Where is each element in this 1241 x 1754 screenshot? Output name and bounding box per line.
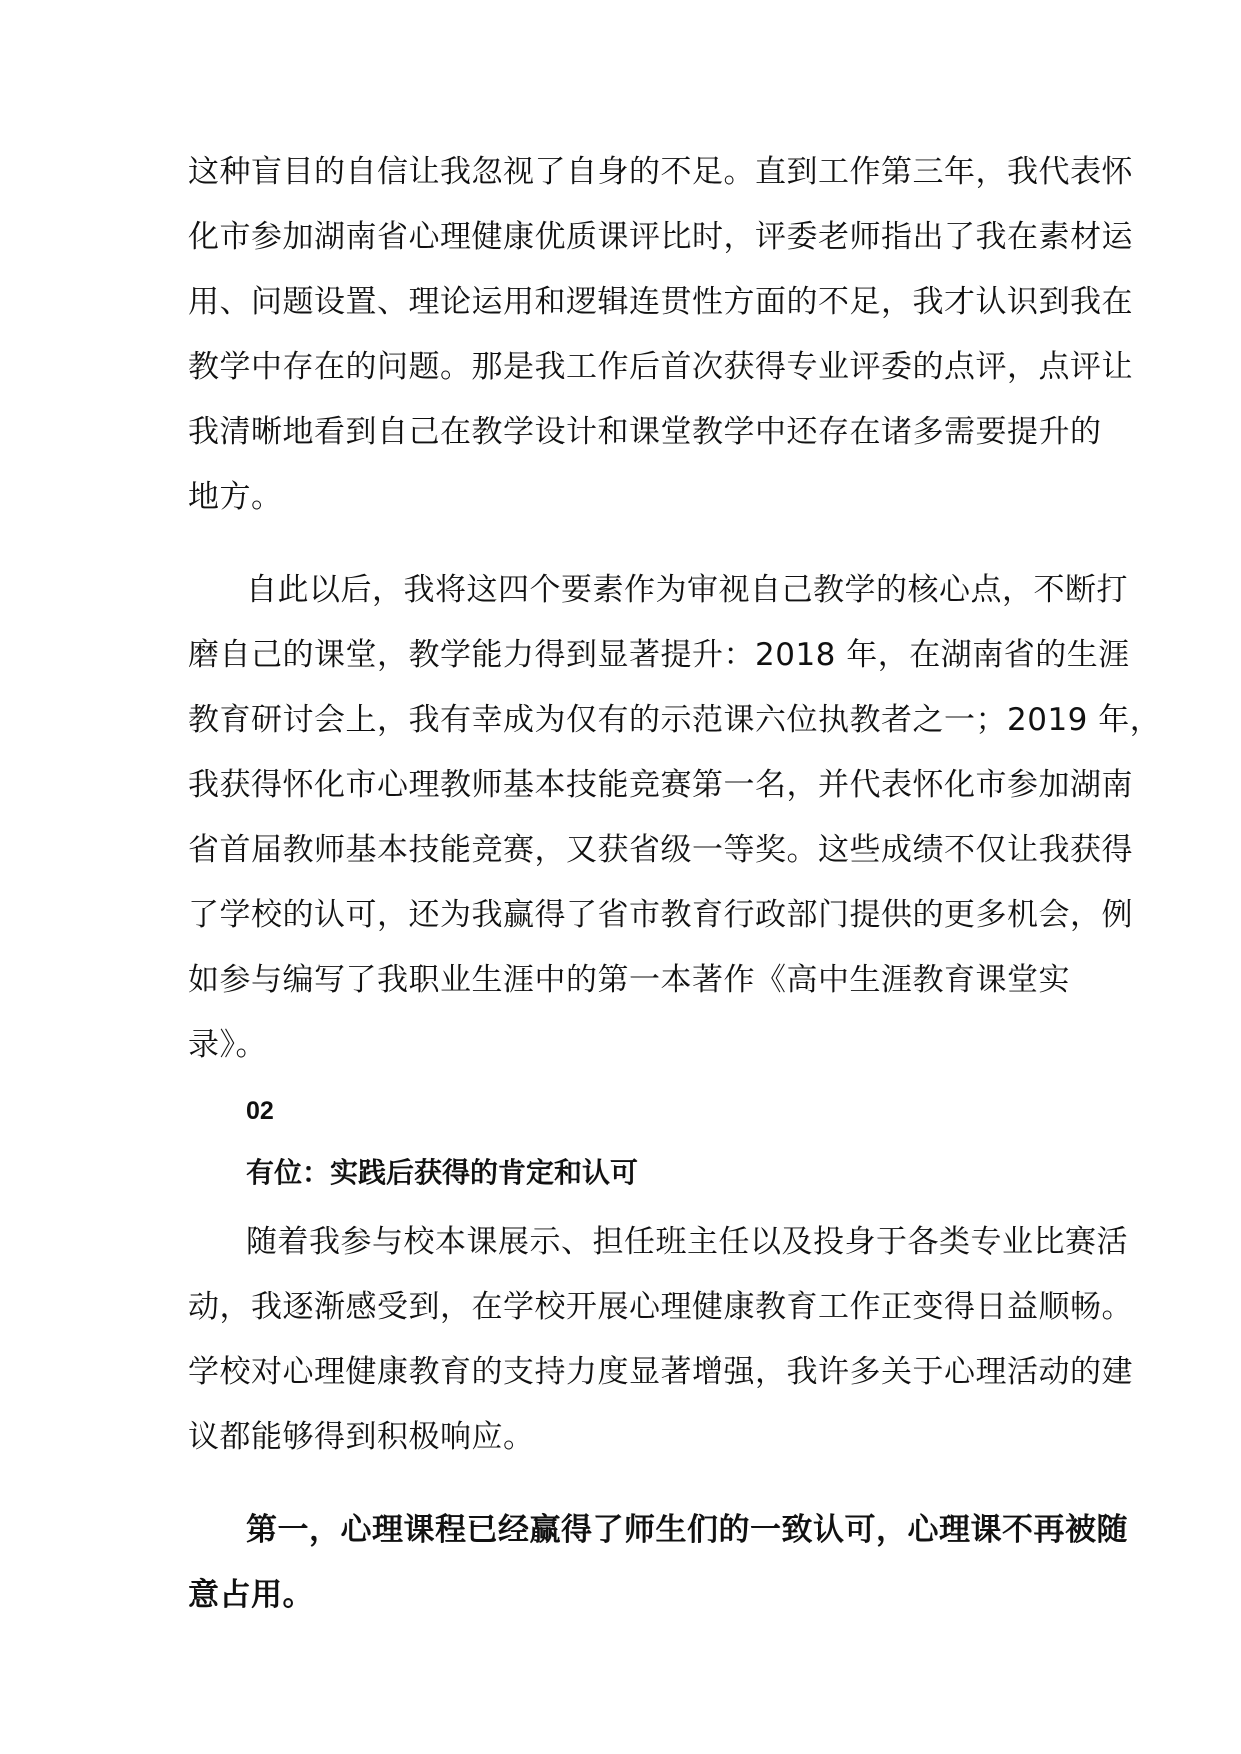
- section-number: 02: [246, 1097, 274, 1125]
- paragraph-line: 自此以后，我将这四个要素作为审视自己教学的核心点，不断打: [246, 572, 1128, 608]
- paragraph-line: 如参与编写了我职业生涯中的第一本著作《高中生涯教育课堂实: [188, 962, 1070, 998]
- paragraph-line: 学校对心理健康教育的支持力度显著增强，我许多关于心理活动的建: [188, 1354, 1133, 1390]
- section-title: 有位：实践后获得的肯定和认可: [246, 1156, 639, 1189]
- paragraph-line: 用、问题设置、理论运用和逻辑连贯性方面的不足，我才认识到我在: [188, 284, 1133, 320]
- paragraph-line: 了学校的认可，还为我赢得了省市教育行政部门提供的更多机会，例: [188, 897, 1133, 933]
- paragraph-line: 动，我逐渐感受到，在学校开展心理健康教育工作正变得日益顺畅。: [188, 1289, 1133, 1325]
- paragraph-line: 教育研讨会上，我有幸成为仅有的示范课六位执教者之一；2019 年，: [188, 702, 1162, 738]
- paragraph-line: 教学中存在的问题。那是我工作后首次获得专业评委的点评，点评让: [188, 349, 1133, 385]
- paragraph-line: 录》。: [188, 1027, 267, 1063]
- paragraph-line: 随着我参与校本课展示、担任班主任以及投身于各类专业比赛活: [246, 1224, 1128, 1260]
- paragraph-line: 省首届教师基本技能竞赛，又获省级一等奖。这些成绩不仅让我获得: [188, 832, 1133, 868]
- paragraph-line: 化市参加湖南省心理健康优质课评比时，评委老师指出了我在素材运: [188, 219, 1133, 255]
- paragraph-line: 我清晰地看到自己在教学设计和课堂教学中还存在诸多需要提升的: [188, 414, 1102, 450]
- paragraph-line: 地方。: [188, 479, 283, 515]
- paragraph-line: 我获得怀化市心理教师基本技能竞赛第一名，并代表怀化市参加湖南: [188, 767, 1133, 803]
- paragraph-line: 第一，心理课程已经赢得了师生们的一致认可，心理课不再被随: [246, 1512, 1128, 1548]
- paragraph-line: 意占用。: [188, 1577, 314, 1613]
- paragraph-line: 这种盲目的自信让我忽视了自身的不足。直到工作第三年，我代表怀: [188, 154, 1133, 190]
- paragraph-line: 议都能够得到积极响应。: [188, 1419, 535, 1455]
- paragraph-line: 磨自己的课堂，教学能力得到显著提升：2018 年，在湖南省的生涯: [188, 637, 1130, 673]
